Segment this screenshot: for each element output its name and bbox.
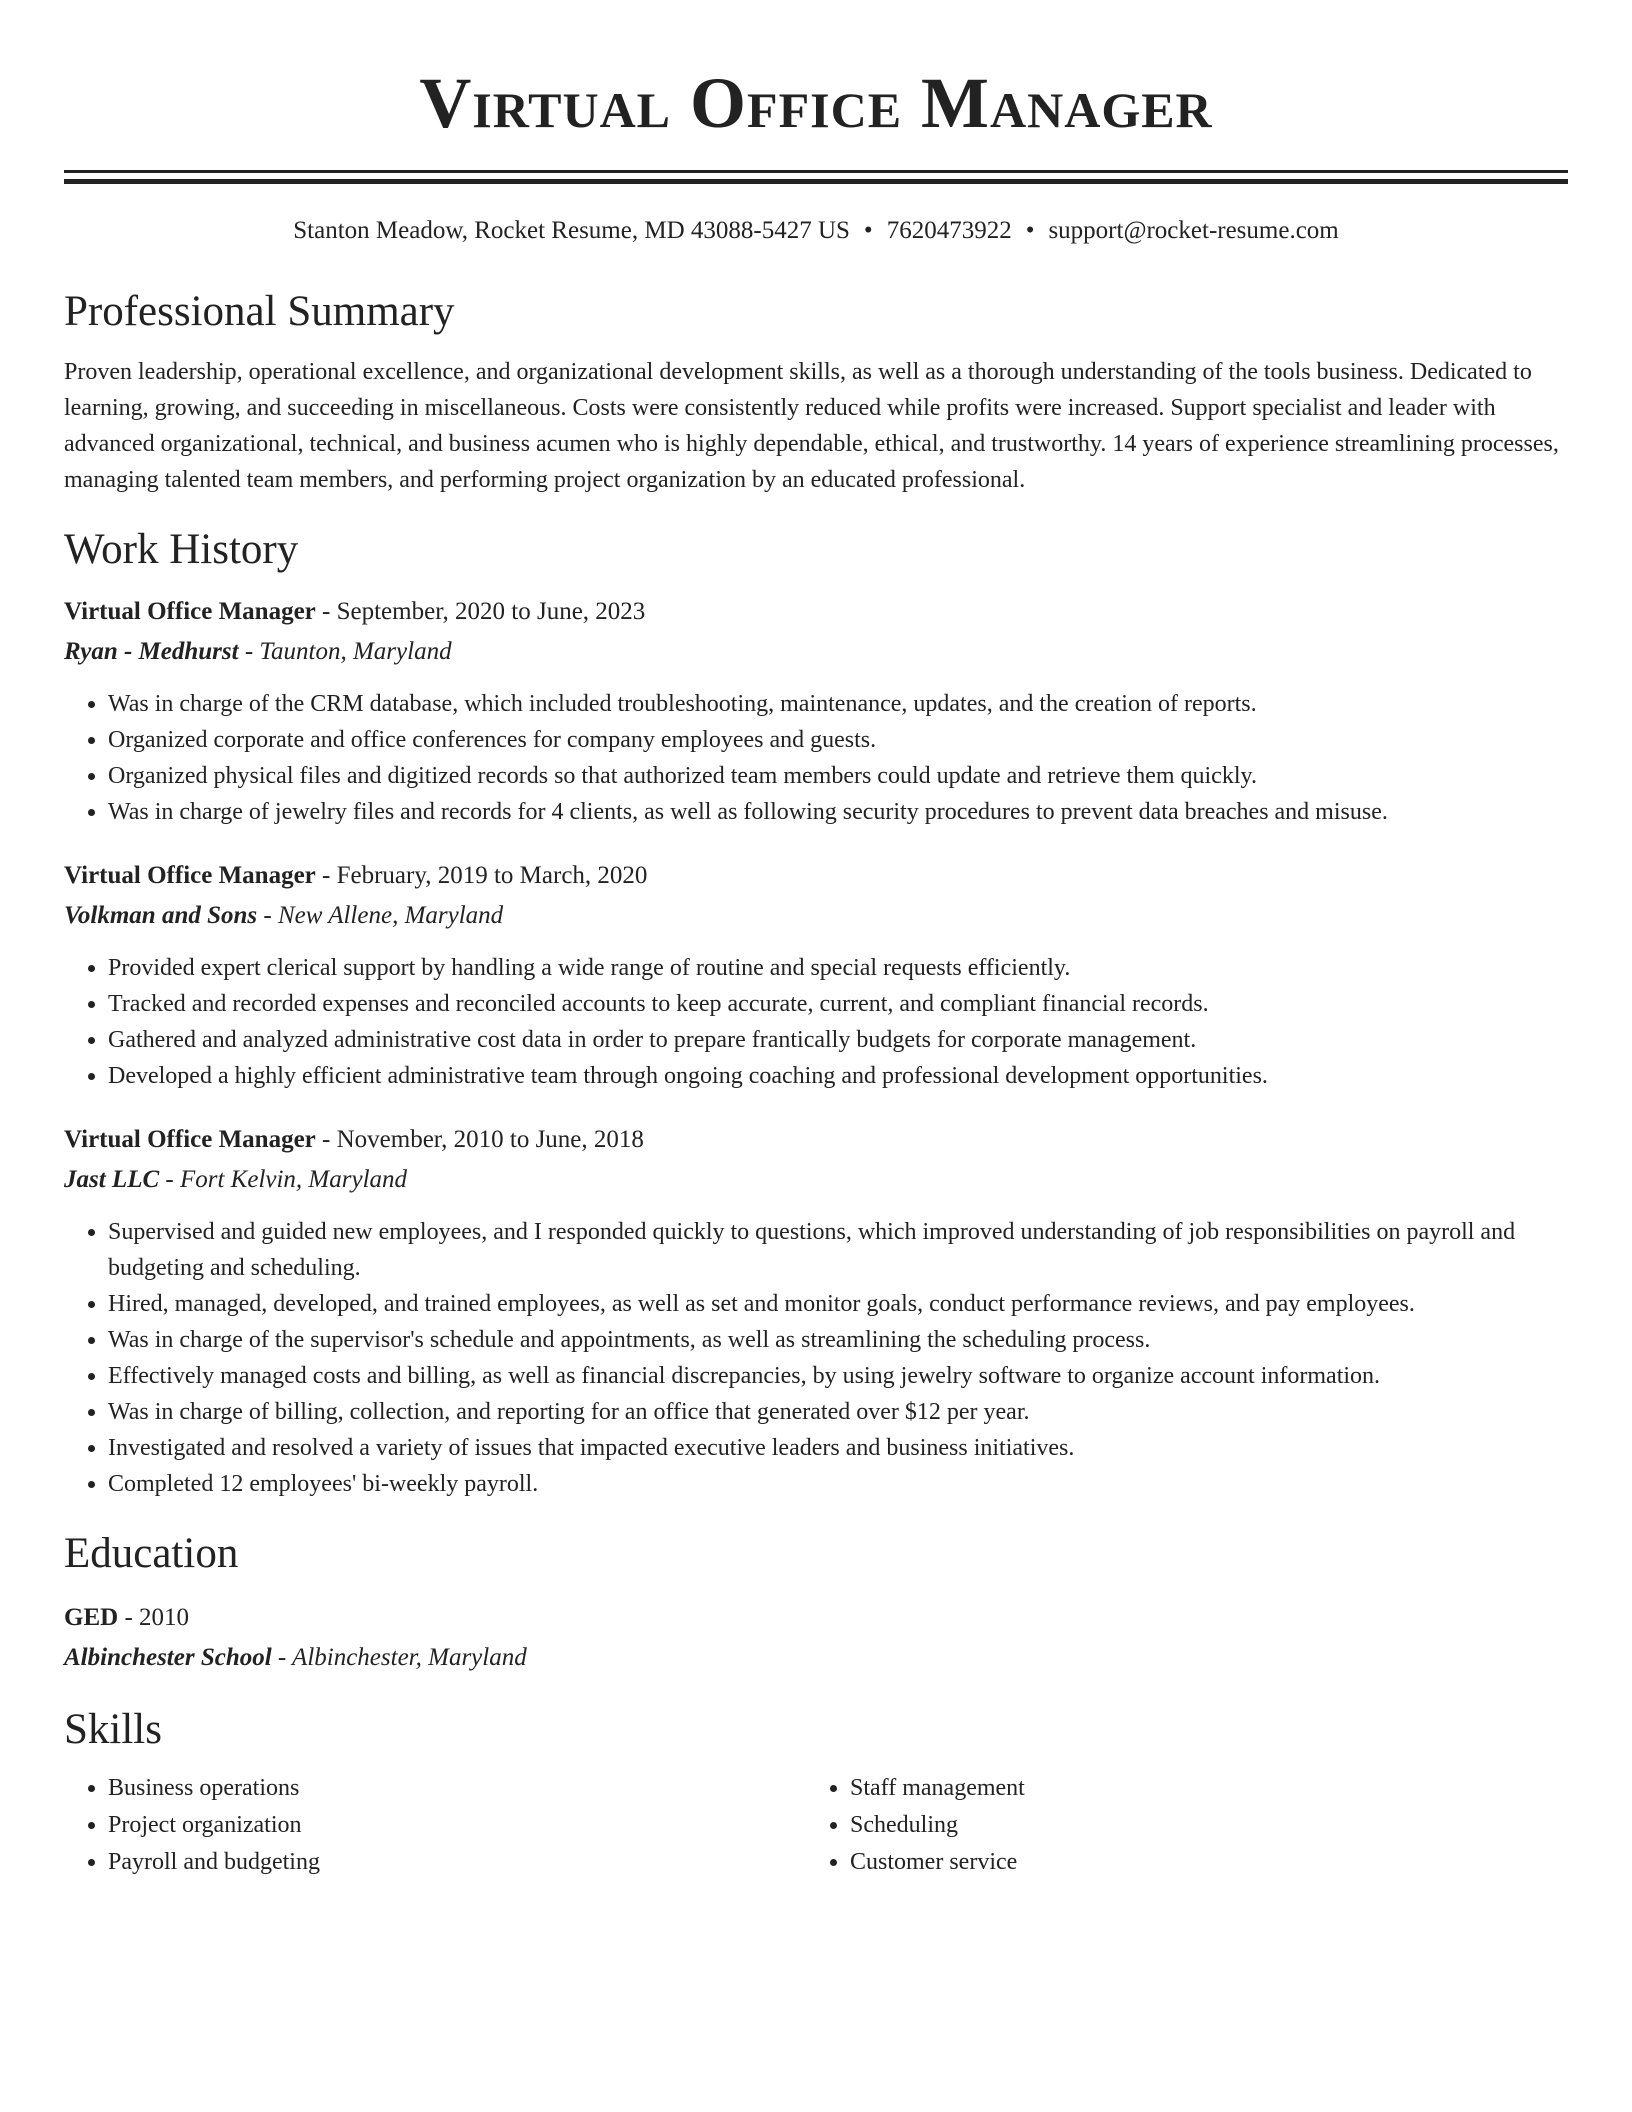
job-dates: - February, 2019 to March, 2020 bbox=[315, 862, 648, 889]
contact-line bbox=[64, 216, 1568, 246]
education-school-line bbox=[64, 1638, 1568, 1678]
job-bullet: • Effectively managed costs and billing, as well as financial discrepancies, by using jewelry software to organize account information. bbox=[108, 1358, 1568, 1394]
skill-item: • Scheduling bbox=[850, 1807, 1548, 1844]
job-title-line bbox=[64, 1120, 1568, 1160]
contact-address: Stanton Meadow, Rocket Resume, MD 43088-5427 US bbox=[293, 217, 850, 244]
skills-column-left bbox=[64, 1770, 806, 1881]
job-bullet: • Completed 12 employees' bi-weekly payroll. bbox=[108, 1466, 1568, 1502]
job-company: Volkman and Sons bbox=[64, 902, 258, 929]
skills-column-right bbox=[806, 1770, 1548, 1881]
contact-separator: • bbox=[1025, 217, 1035, 244]
job-bullet: • Gathered and analyzed administrative cost data in order to prepare frantically budgets for corporate management. bbox=[108, 1022, 1568, 1058]
job-bullet: • Developed a highly efficient administrative team through ongoing coaching and professional development opportunities. bbox=[108, 1058, 1568, 1094]
job-entry bbox=[64, 856, 1568, 1094]
skills-heading: Skills bbox=[64, 1706, 162, 1753]
resume-title: Virtual Office Manager bbox=[419, 63, 1213, 143]
job-dates: - September, 2020 to June, 2023 bbox=[315, 598, 646, 625]
job-bullet: • Supervised and guided new employees, and I responded quickly to questions, which improved understanding of job responsibilities on payroll and budgeting and scheduling. bbox=[108, 1214, 1568, 1286]
education-degree: GED bbox=[64, 1604, 119, 1631]
skill-item: • Project organization bbox=[108, 1807, 806, 1844]
education-school: Albinchester School bbox=[64, 1644, 272, 1671]
job-location: - Fort Kelvin, Maryland bbox=[159, 1166, 408, 1193]
job-bullet: • Investigated and resolved a variety of issues that impacted executive leaders and business initiatives. bbox=[108, 1430, 1568, 1466]
job-title: Virtual Office Manager bbox=[64, 862, 316, 889]
education-location: - Albinchester, Maryland bbox=[271, 1644, 527, 1671]
title-divider-top bbox=[64, 170, 1568, 173]
job-entry bbox=[64, 592, 1568, 830]
skill-item: • Payroll and budgeting bbox=[108, 1844, 806, 1881]
contact-email: support@rocket-resume.com bbox=[1048, 217, 1339, 244]
job-bullets bbox=[64, 686, 1568, 830]
job-title: Virtual Office Manager bbox=[64, 1126, 316, 1153]
job-company: Ryan - Medhurst bbox=[64, 638, 239, 665]
job-bullet: • Hired, managed, developed, and trained employees, as well as set and monitor goals, conduct performance reviews, and pay employees. bbox=[108, 1286, 1568, 1322]
job-bullet: • Was in charge of the supervisor's schedule and appointments, as well as streamlining the scheduling process. bbox=[108, 1322, 1568, 1358]
job-company: Jast LLC bbox=[64, 1166, 160, 1193]
skill-item: • Staff management bbox=[850, 1770, 1548, 1807]
summary-text: Proven leadership, operational excellence, and organizational development skills, as well as a thorough understanding of the tools business. Dedicated to learning, growing, and succeeding in miscellaneous. Costs were consistently reduced while profits were increased. Support specialist and leader with advanced organizational, technical, and business acumen who is highly dependable, ethical, and trustworthy. 14 years of experience streamlining processes, managing talented team members, and performing project organization by an educated professional. bbox=[64, 359, 1559, 493]
skill-item: • Business operations bbox=[108, 1770, 806, 1807]
job-bullet: • Organized corporate and office conferences for company employees and guests. bbox=[108, 722, 1568, 758]
job-title-line bbox=[64, 856, 1568, 896]
education-degree-line bbox=[64, 1598, 1568, 1638]
education-heading: Education bbox=[64, 1530, 239, 1577]
education-entry bbox=[64, 1598, 1568, 1678]
job-bullet: • Was in charge of jewelry files and records for 4 clients, as well as following security procedures to prevent data breaches and misuse. bbox=[108, 794, 1568, 830]
work-history-heading: Work History bbox=[64, 526, 299, 573]
job-company-line bbox=[64, 896, 1568, 936]
summary-heading: Professional Summary bbox=[64, 288, 455, 335]
job-location: - Taunton, Maryland bbox=[238, 638, 452, 665]
job-title: Virtual Office Manager bbox=[64, 598, 316, 625]
job-bullets bbox=[64, 950, 1568, 1094]
skills-list bbox=[64, 1770, 1568, 1881]
job-title-line bbox=[64, 592, 1568, 632]
resume-page bbox=[64, 0, 1568, 1881]
job-company-line bbox=[64, 1160, 1568, 1200]
job-bullet: • Was in charge of billing, collection, and reporting for an office that generated over $12 per year. bbox=[108, 1394, 1568, 1430]
education-year: - 2010 bbox=[118, 1604, 190, 1631]
job-bullet: • Tracked and recorded expenses and reconciled accounts to keep accurate, current, and compliant financial records. bbox=[108, 986, 1568, 1022]
job-company-line bbox=[64, 632, 1568, 672]
job-entry bbox=[64, 1120, 1568, 1502]
job-location: - New Allene, Maryland bbox=[257, 902, 504, 929]
contact-phone: 7620473922 bbox=[886, 217, 1012, 244]
job-bullet: • Organized physical files and digitized records so that authorized team members could update and retrieve them quickly. bbox=[108, 758, 1568, 794]
title-divider-bottom bbox=[64, 179, 1568, 184]
contact-separator: • bbox=[863, 217, 873, 244]
job-bullet: • Was in charge of the CRM database, which included troubleshooting, maintenance, updates, and the creation of reports. bbox=[108, 686, 1568, 722]
job-bullets bbox=[64, 1214, 1568, 1502]
job-bullet: • Provided expert clerical support by handling a wide range of routine and special requests efficiently. bbox=[108, 950, 1568, 986]
skill-item: • Customer service bbox=[850, 1844, 1548, 1881]
job-dates: - November, 2010 to June, 2018 bbox=[315, 1126, 644, 1153]
